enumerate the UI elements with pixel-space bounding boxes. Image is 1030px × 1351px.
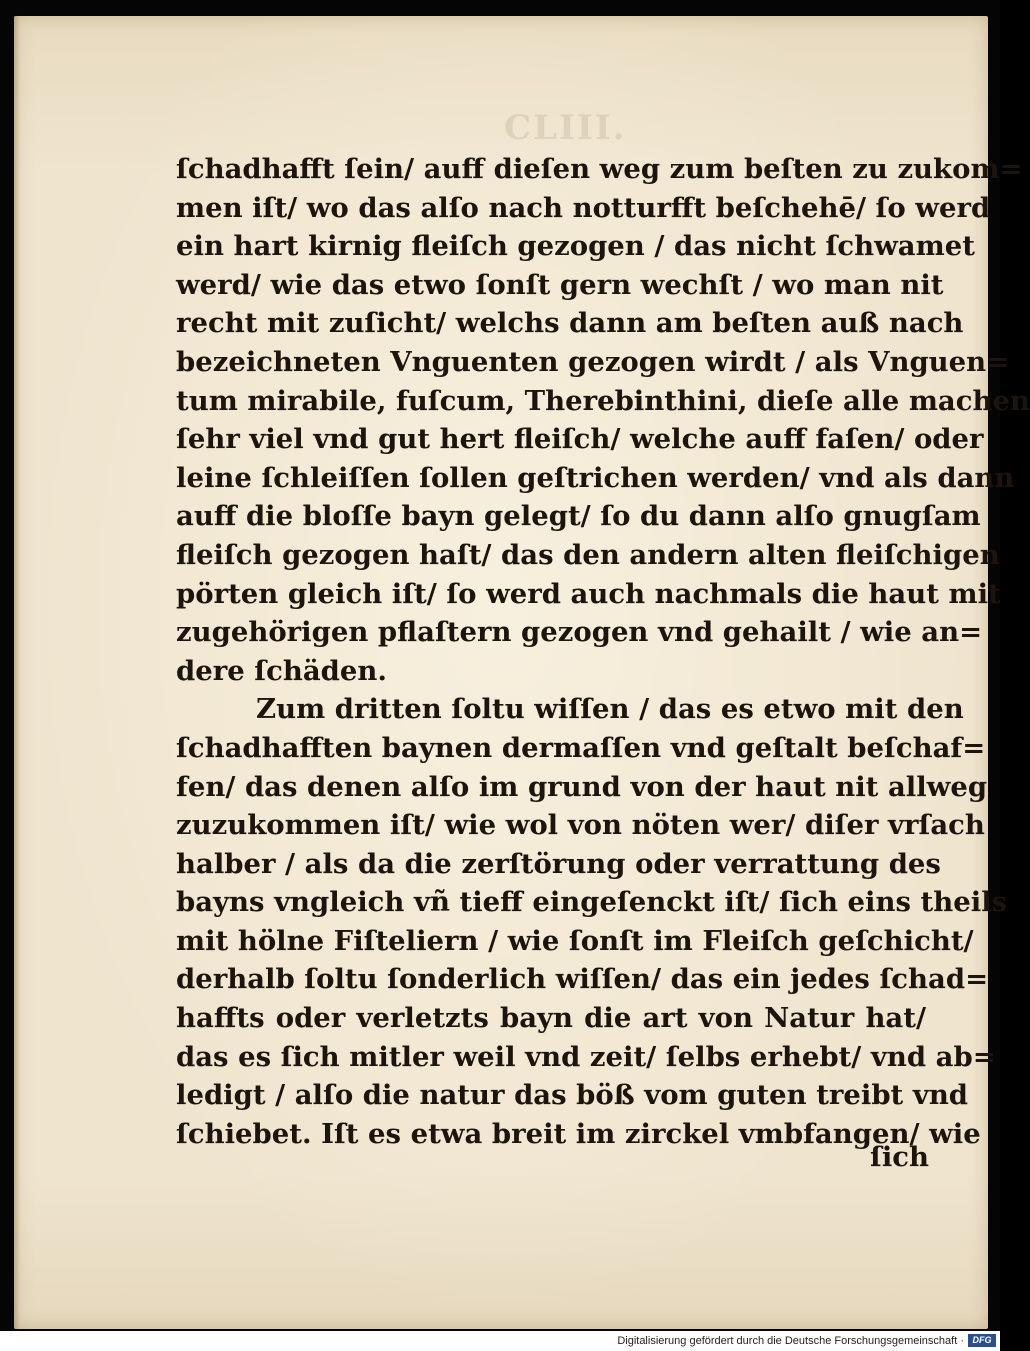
text-line: fen/ das denen alſo im grund von der haut nit allweg: [176, 770, 988, 803]
funding-credit: Digitalisierung gefördert durch die Deutsche Forschungsgemeinschaft ·: [617, 1335, 964, 1347]
text-line: ſchadhafften baynen dermaſſen vnd geſtalt beſchaf=: [176, 731, 986, 764]
text-line: dere ſchäden.: [176, 654, 387, 687]
text-line: zuzukommen iſt/ wie wol von nöten wer/ diſer vrſach: [176, 809, 985, 842]
text-line: mit hölne Fiſteliern / wie ſonſt im Fleiſch geſchicht/: [176, 924, 974, 957]
text-line: tum mirabile, fuſcum, Therebinthini, dieſe alle machen: [176, 384, 1030, 417]
catchword: ſich: [870, 1141, 930, 1173]
dfg-logo-icon: DFG: [968, 1334, 996, 1347]
text-line: pörten gleich iſt/ ſo werd auch nachmals die haut mit: [176, 577, 1001, 610]
text-line: men iſt/ wo das alſo nach notturfft beſchehē/ ſo werd: [176, 191, 991, 224]
text-line: auff die bloſſe bayn gelegt/ ſo du dann alſo gnugſam: [176, 500, 981, 533]
text-line: recht mit zuſicht/ welchs dann am beſten auß nach: [176, 307, 964, 340]
text-line: werd/ wie das etwo ſonſt gern wechſt / wo man nit: [176, 268, 944, 301]
text-line: bezeichneten Vnguenten gezogen wirdt / als Vnguen=: [176, 345, 1010, 378]
text-line: das es ſich mitler weil vnd zeit/ ſelbs erhebt/ vnd ab=: [176, 1040, 996, 1073]
text-line-paragraph-start: Zum dritten ſoltu wiſſen / das es etwo mit den: [256, 693, 964, 726]
running-head-folio: CLIII.: [504, 108, 627, 148]
text-line: halber / als da die zerſtörung oder verrattung des: [176, 847, 941, 880]
text-line: ledigt / alſo die natur das böß vom guten treibt vnd: [176, 1079, 969, 1112]
footer-bar: [0, 1331, 1000, 1351]
page-edge-shadow: [14, 16, 20, 1329]
text-block: [176, 150, 1030, 1153]
text-line: leine ſchleiſſen ſollen geſtrichen werden/ vnd als dann: [176, 461, 1015, 494]
text-line: bayns vngleich vñ tieff eingeſenckt iſt/ ſich eins theils: [176, 886, 1008, 919]
text-line: derhalb ſoltu ſonderlich wiſſen/ das ein jedes ſchad=: [176, 963, 989, 996]
text-line: haffts oder verletzts bayn die art von Natur hat/: [176, 1002, 926, 1035]
text-line: zugehörigen pflaſtern gezogen vnd gehailt / wie an=: [176, 616, 983, 649]
text-line: ein hart kirnig fleiſch gezogen / das nicht ſchwamet: [176, 230, 975, 263]
text-line: ſchadhafft ſein/ auff dieſen weg zum beſten zu zukom=: [176, 153, 1023, 185]
text-line: ſchiebet. Iſt es etwa breit im zirckel vmbfangen/ wie: [176, 1117, 981, 1150]
text-line: ſehr viel vnd gut hert fleiſch/ welche auff faſen/ oder: [176, 423, 984, 456]
text-line: fleiſch gezogen haſt/ das den andern alten fleiſchigen: [176, 538, 1000, 571]
